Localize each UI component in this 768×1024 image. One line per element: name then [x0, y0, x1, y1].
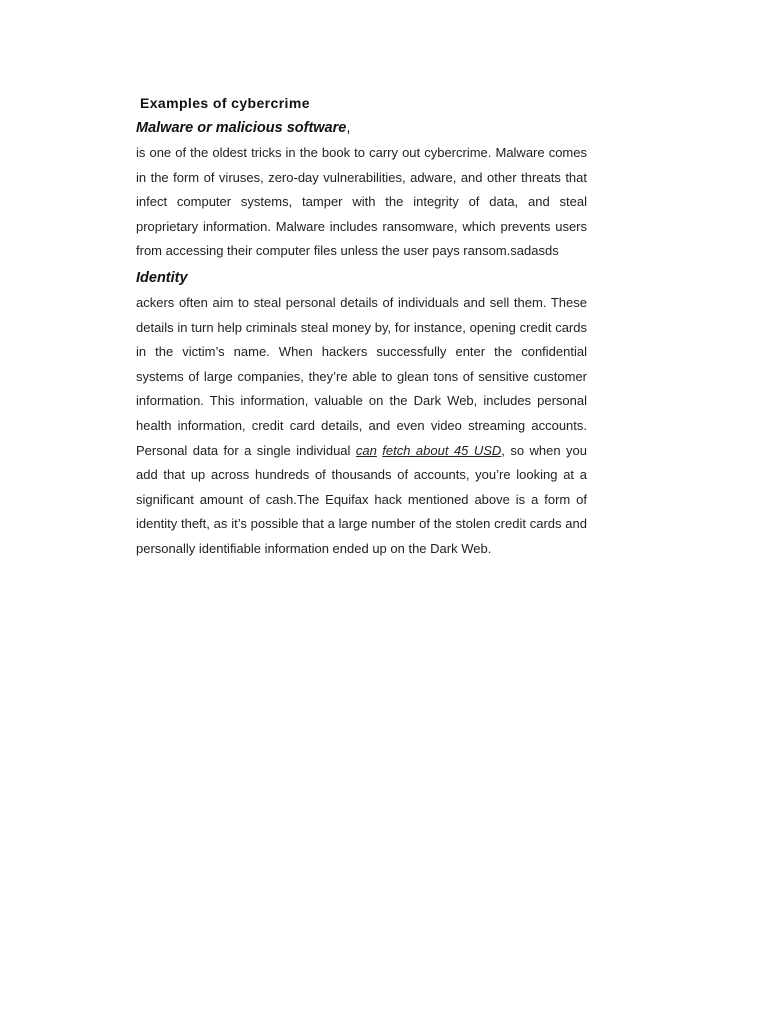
- section-heading-malware: [136, 116, 587, 141]
- link-fetch-about-45-usd[interactable]: fetch about 45 USD: [382, 442, 502, 458]
- identity-body-after-link: , so when you add that up across hundreds of thousands of accounts, you’re looking at a significant amount of cash.The Equifax hack mentioned above is a form of identity theft, as it’s possible that a large number of the stolen credit cards and personally identifiable information ended up on the Dark Web.: [136, 442, 587, 556]
- document-content: [136, 92, 587, 562]
- section-body-identity: [136, 291, 587, 562]
- section-heading-identity: Identity: [136, 269, 188, 286]
- link-can[interactable]: can: [355, 442, 377, 458]
- section-heading-malware-text: Malware or malicious software: [136, 120, 347, 136]
- section-body-malware: is one of the oldest tricks in the book to carry out cybercrime. Malware comes in the form of viruses, zero-day vulnerabilities, adware, and other threats that infect computer systems, tamper with the integrity of data, and steal proprietary information. Malware includes ransomware, which prevents users from accessing their computer files unless the user pays ransom.sadasds: [136, 145, 587, 259]
- identity-body-before-link: ackers often aim to steal personal details of individuals and sell them. These details in turn help criminals steal money by, for instance, opening credit cards in the victim’s name. When hackers successfully enter the confidential systems of large companies, they’re able to glean tons of sensitive customer information. This information, valuable on the Dark Web, includes personal health information, credit card details, and even video streaming accounts. Personal data for a single individual: [136, 294, 587, 458]
- document-title: Examples of cybercrime: [140, 95, 310, 111]
- section-heading-malware-trail: ,: [346, 120, 351, 136]
